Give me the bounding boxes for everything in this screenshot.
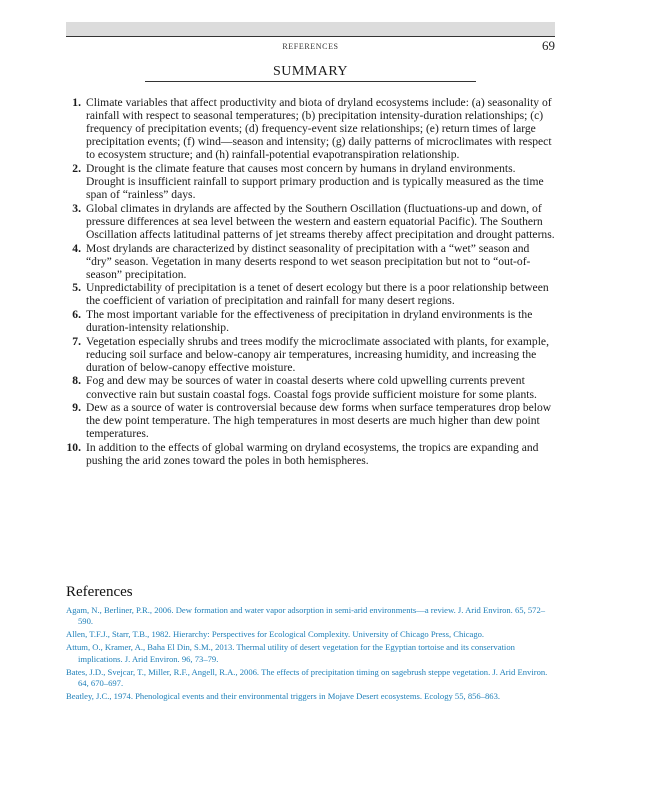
- summary-item-text: Drought is the climate feature that causes most concern by humans in dryland environments. Drought is insufficient rainfall to support primary production and is typically measured as the time span of “rainless” days.: [86, 161, 544, 202]
- summary-item-number: 3.: [72, 201, 81, 215]
- summary-item: [66, 374, 555, 400]
- summary-list: [66, 96, 555, 468]
- reference-list: [66, 605, 555, 704]
- summary-item-number: 10.: [66, 440, 81, 454]
- header-rule: [66, 36, 555, 37]
- summary-item-number: 4.: [72, 241, 81, 255]
- summary-item-number: 8.: [72, 374, 81, 388]
- references-heading: References: [66, 584, 133, 600]
- summary-item: [66, 281, 555, 307]
- summary-item-number: 1.: [72, 96, 81, 109]
- summary-item-text: In addition to the effects of global warming on dryland ecosystems, the tropics are expanding and pushing the arid zones toward the poles in both hemispheres.: [86, 440, 539, 468]
- summary-item-number: 9.: [72, 401, 81, 415]
- reference-entry[interactable]: Bates, J.D., Svejcar, T., Miller, R.F., Angell, R.A., 2006. The effects of precipitation timing on sagebrush steppe vegetation. J. Arid Environ. 64, 670–697.: [66, 666, 548, 688]
- reference-entry[interactable]: Agam, N., Berliner, P.R., 2006. Dew formation and water vapor adsorption in semi-arid environments—a review. J. Arid Environ. 65, 572–590.: [66, 605, 546, 627]
- summary-item: [66, 441, 555, 467]
- summary-item: [66, 401, 555, 440]
- reference-entry[interactable]: Attum, O., Kramer, A., Baha El Din, S.M., 2013. Thermal utility of desert vegetation for the Egyptian tortoise and its conservation implications. J. Arid Environ. 96, 73–79.: [66, 642, 515, 664]
- summary-item: [66, 96, 555, 161]
- summary-item: [66, 335, 555, 374]
- running-head: REFERENCES: [282, 42, 339, 51]
- summary-item-number: 6.: [72, 308, 81, 321]
- summary-title: SUMMARY: [272, 64, 349, 79]
- summary-item-number: 2.: [72, 161, 81, 175]
- summary-item-text: The most important variable for the effectiveness of precipitation in dryland environments is the duration-intensity relationship.: [86, 308, 533, 335]
- summary-rule: [145, 81, 476, 82]
- summary-item: [66, 242, 555, 281]
- summary-item: [66, 202, 555, 241]
- summary-item-text: Most drylands are characterized by distinct seasonality of precipitation with a “wet” season and “dry” season. Vegetation in many deserts respond to wet season precipitation but not to “out-of-season” precipitation.: [86, 241, 531, 281]
- summary-item-text: Dew as a source of water is controversial because dew forms when surface temperatures drop below the dew point temperature. The high temperatures in most deserts are much higher than dew point temperatures.: [86, 401, 552, 441]
- header-band: [66, 22, 555, 36]
- summary-item-text: Vegetation especially shrubs and trees modify the microclimate associated with plants, for example, reducing soil surface and below-canopy air temperatures, increasing humidity, and increasing the duration of below-canopy effective moisture.: [86, 334, 549, 374]
- summary-item-text: Unpredictability of precipitation is a tenet of desert ecology but there is a poor relationship between the coefficient of variation of precipitation and rainfall for many desert regions.: [86, 281, 549, 308]
- page-number: 69: [542, 38, 555, 53]
- summary-item: [66, 162, 555, 201]
- summary-item-text: Fog and dew may be sources of water in coastal deserts where cold upwelling currents prevent convective rain but sustain coastal fogs. Coastal fogs provide sufficient moisture for some plants.: [86, 374, 537, 401]
- summary-item-number: 5.: [72, 281, 81, 295]
- summary-item-text: Global climates in drylands are affected by the Southern Oscillation (fluctuations-up and down, of pressure differences at sea level between the western and eastern equatorial Pacific). The Southern Oscillation affects latitudinal patterns of jet streams thereby affect precipitation and drought patterns.: [86, 201, 555, 241]
- summary-item: [66, 308, 555, 334]
- summary-item-text: Climate variables that affect productivity and biota of dryland ecosystems include: (a) seasonality of rainfall with respect to seasonal temperatures; (b) precipitation intensity-duration relationships; (c) frequency of precipitation events; (d) frequency-event size relationships; (e) return times of large precipitation events; (f) wind—season and intensity; (g) daily patterns of microclimates with respect to ecosystem structure; and (h) rainfall-potential evapotranspiration relationship.: [86, 96, 552, 162]
- reference-entry[interactable]: Beatley, J.C., 1974. Phenological events and their environmental triggers in Mojave Desert ecosystems. Ecology 55, 856–863.: [66, 690, 501, 701]
- reference-entry[interactable]: Allen, T.F.J., Starr, T.B., 1982. Hierarchy: Perspectives for Ecological Complexity. University of Chicago Press, Chicago.: [66, 629, 485, 640]
- summary-item-number: 7.: [72, 334, 81, 348]
